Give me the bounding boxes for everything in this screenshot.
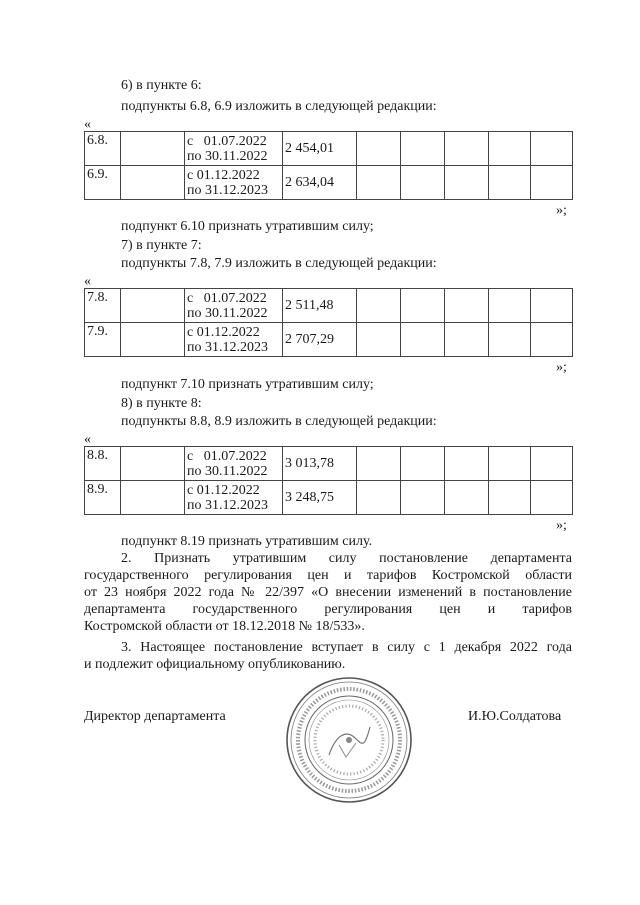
value-cell: 2 454,01	[283, 132, 357, 166]
section-6-open-quote: «	[84, 117, 91, 132]
period-cell: с 01.07.2022 по 30.11.2022	[185, 132, 283, 166]
section-8-open-quote: «	[84, 432, 91, 447]
period-cell: с 01.07.2022 по 30.11.2022	[185, 447, 283, 481]
section-7-intro: подпункты 7.8, 7.9 изложить в следующей редакции:	[121, 256, 437, 271]
signature-name: И.Ю.Солдатова	[468, 709, 562, 724]
section-7-after: подпункт 7.10 признать утратившим силу;	[121, 377, 374, 392]
section-7-table	[84, 288, 573, 357]
period-cell: с 01.07.2022 по 30.11.2022	[185, 289, 283, 323]
row-number: 6.8.	[85, 132, 121, 166]
row-number: 8.8.	[85, 447, 121, 481]
section-8-table	[84, 446, 573, 515]
section-7-open-quote: «	[84, 274, 91, 289]
table-row	[85, 289, 573, 323]
value-cell: 3 248,75	[283, 481, 357, 515]
section-6-close-quote: »;	[556, 203, 567, 218]
row-number: 6.9.	[85, 166, 121, 200]
official-seal-icon	[284, 675, 414, 805]
section-7-close-quote: »;	[556, 360, 567, 375]
section-6-after: подпункт 6.10 признать утратившим силу;	[121, 219, 374, 234]
section-8-close-quote: »;	[556, 518, 567, 533]
row-number: 8.9.	[85, 481, 121, 515]
section-6-intro: подпункты 6.8, 6.9 изложить в следующей редакции:	[121, 99, 437, 114]
section-8-after: подпункт 8.19 признать утратившим силу.	[121, 534, 373, 549]
section-6-table	[84, 131, 573, 200]
section-7-item: 7) в пункте 7:	[121, 238, 202, 253]
value-cell: 2 634,04	[283, 166, 357, 200]
period-cell: с 01.12.2022 по 31.12.2023	[185, 481, 283, 515]
table-row	[85, 323, 573, 357]
table-row	[85, 447, 573, 481]
period-cell: с 01.12.2022 по 31.12.2023	[185, 166, 283, 200]
row-number: 7.8.	[85, 289, 121, 323]
period-cell: с 01.12.2022 по 31.12.2023	[185, 323, 283, 357]
table-row	[85, 132, 573, 166]
value-cell: 3 013,78	[283, 447, 357, 481]
section-8-item: 8) в пункте 8:	[121, 396, 202, 411]
table-row	[85, 166, 573, 200]
section-6-item: 6) в пункте 6:	[121, 78, 202, 93]
signature-position: Директор департамента	[84, 709, 226, 724]
table-row	[85, 481, 573, 515]
value-cell: 2 707,29	[283, 323, 357, 357]
section-8-intro: подпункты 8.8, 8.9 изложить в следующей редакции:	[121, 414, 437, 429]
row-number: 7.9.	[85, 323, 121, 357]
value-cell: 2 511,48	[283, 289, 357, 323]
